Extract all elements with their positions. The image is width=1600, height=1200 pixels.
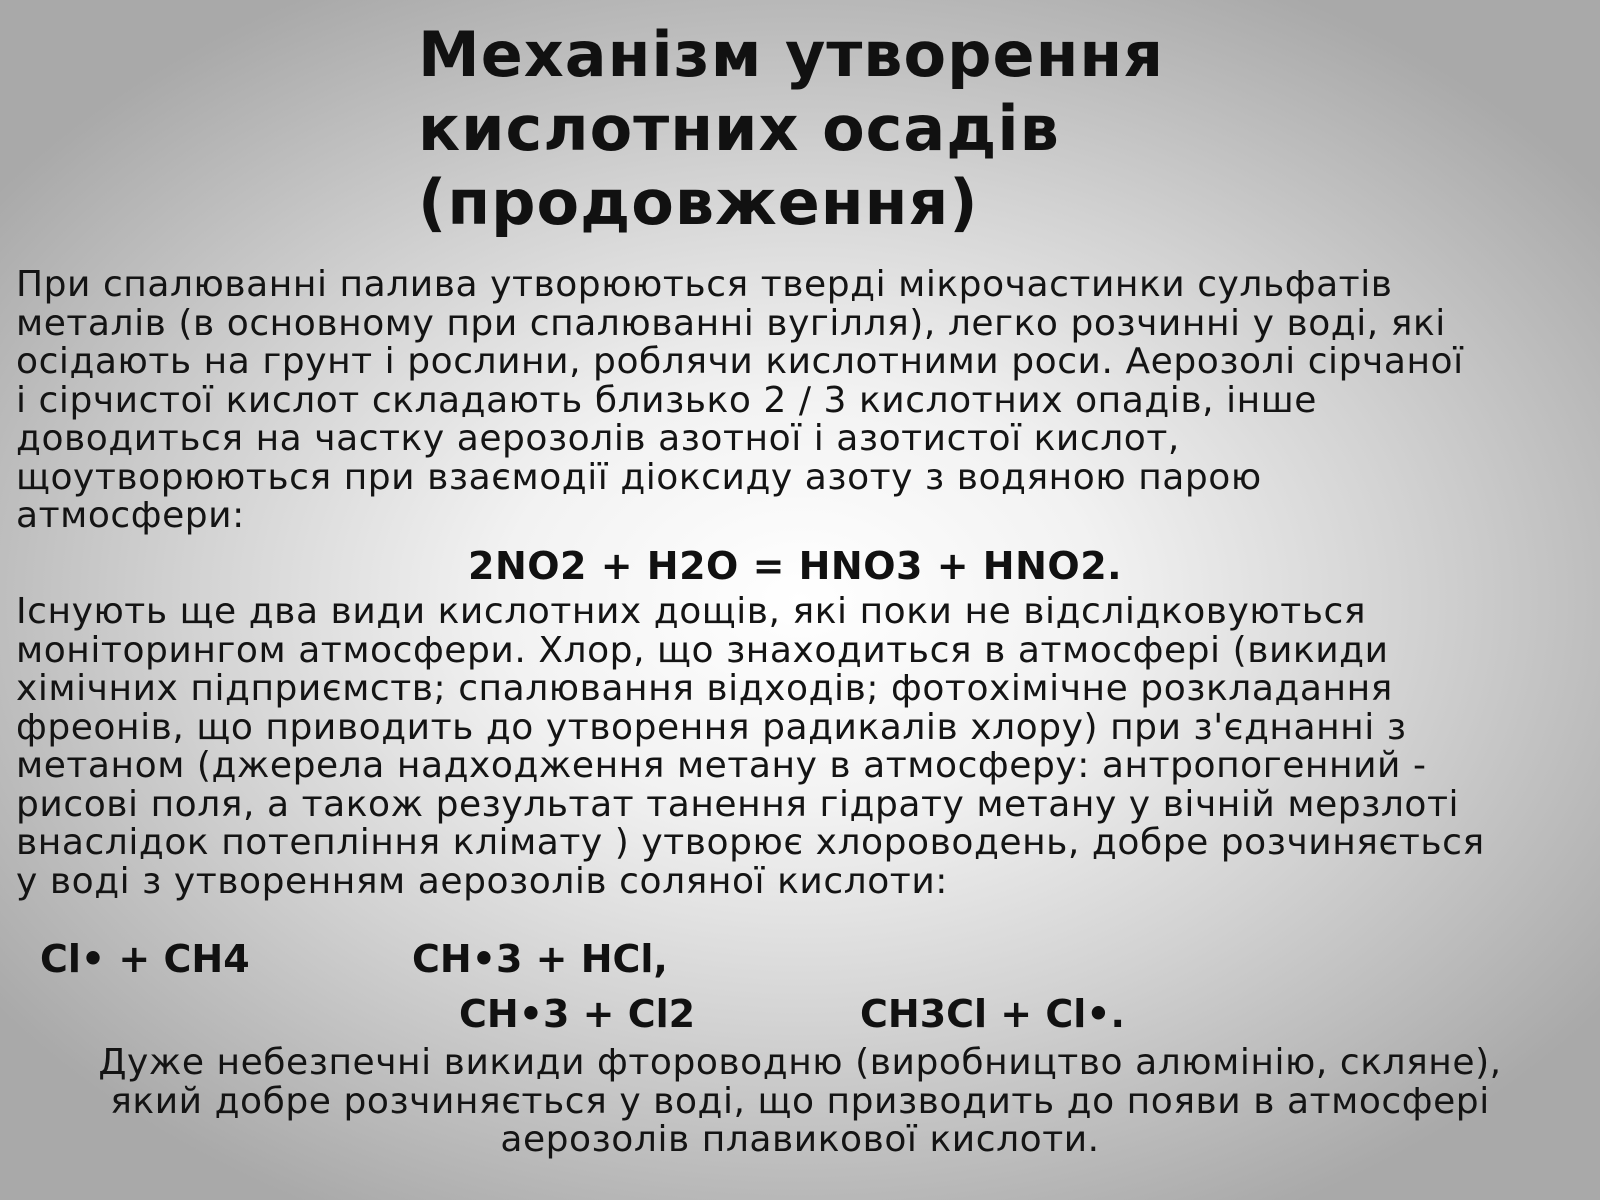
text-line: осідають на грунт і рослини, роблячи кислотними роси. Аерозолі сірчаної — [16, 341, 1464, 382]
title-line: (продовження) — [418, 166, 979, 239]
text-line: рисові поля, а також результат танення гідрату метану у вічній мерзлоті — [16, 783, 1460, 825]
slide-title — [418, 18, 1418, 240]
text-line: Дуже небезпечні викиди фтороводню (виробництво алюмінію, скляне), — [98, 1042, 1502, 1083]
title-line: кислотних осадів — [418, 92, 1060, 165]
text-line: у воді з утворенням аерозолів соляної кислоти: — [16, 860, 948, 902]
equation-methyl-chlorine-reactants: CH•3 + Cl2 — [459, 992, 696, 1036]
text-line: щоутворюються при взаємодії діоксиду азоту з водяною парою — [16, 456, 1262, 498]
title-line: Механізм утворення — [418, 18, 1165, 91]
equation-nitrogen-dioxide: 2NO2 + H2O = HNO3 + HNO2. — [468, 544, 1123, 588]
equation-methyl-chlorine-products: CH3Cl + Cl•. — [860, 992, 1125, 1036]
text-line: і сірчистої кислот складають близько 2 / 3 кислотних опадів, інше — [16, 379, 1317, 421]
paragraph-chlorine-rain — [16, 593, 1596, 901]
equation-chlorine-methane-reactants: Cl• + CH4 — [40, 937, 250, 981]
text-line: атмосфери: — [16, 495, 245, 536]
equation-chlorine-methane-products: CH•3 + HCl, — [412, 937, 668, 981]
paragraph-hydrogen-fluoride — [0, 1044, 1600, 1160]
text-line: моніторингом атмосфери. Хлор, що знаходиться в атмосфері (викиди — [16, 629, 1389, 671]
text-line: При спалюванні палива утворюються тверді мікрочастинки сульфатів — [16, 264, 1393, 305]
text-line: металів (в основному при спалюванні вугілля), легко розчинні у воді, які — [16, 302, 1446, 344]
paragraph-sulfate-aerosols — [16, 266, 1596, 536]
text-line: внаслідок потепління клімату ) утворює хлороводень, добре розчиняється — [16, 822, 1485, 863]
text-line: Існують ще два види кислотних дощів, які поки не відслідковуються — [16, 591, 1367, 632]
text-line: фреонів, що приводить до утворення радикалів хлору) при з'єднанні з — [16, 706, 1407, 748]
text-line: який добре розчиняється у воді, що призводить до появи в атмосфері — [110, 1080, 1490, 1122]
text-line: метаном (джерела надходження метану в атмосферу: антропогенний - — [16, 745, 1427, 786]
text-line: аерозолів плавикової кислоти. — [500, 1119, 1100, 1160]
text-line: доводиться на частку аерозолів азотної і азотистої кислот, — [16, 418, 1180, 459]
text-line: хімічних підприємств; спалювання відходів; фотохімічне розкладання — [16, 668, 1393, 709]
